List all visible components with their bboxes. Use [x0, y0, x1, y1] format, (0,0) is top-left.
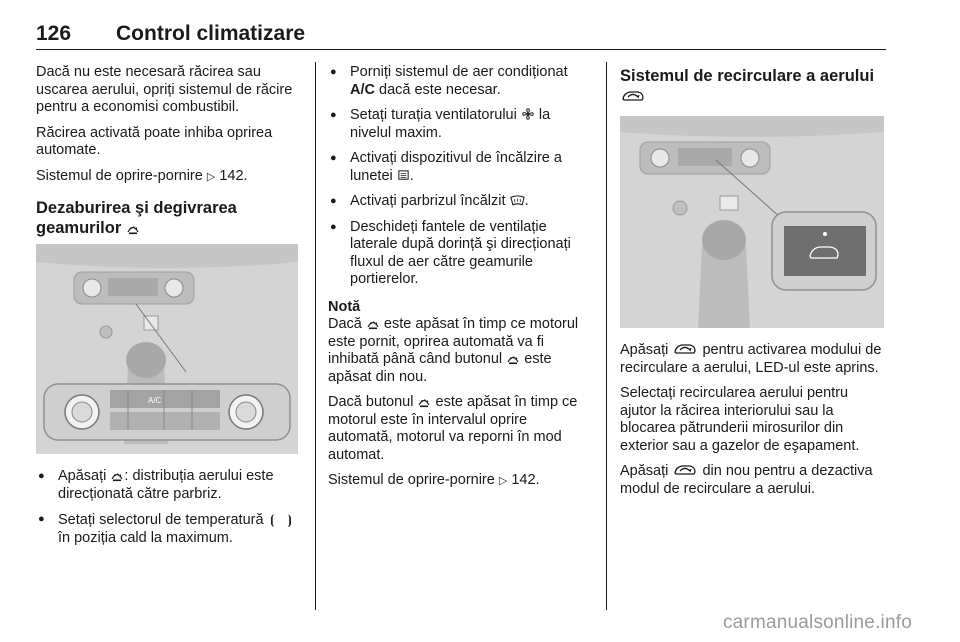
text: Setați selectorul de temperatură — [58, 512, 264, 528]
list-item — [328, 193, 594, 211]
list-item — [328, 64, 594, 99]
ac-label: A/C — [350, 81, 375, 98]
column-divider-1 — [315, 62, 316, 610]
text: în poziția cald la maximum. — [58, 529, 233, 546]
section-heading — [36, 198, 302, 238]
text: este apăsat din nou. — [328, 351, 552, 385]
recirculation-button-photo — [620, 116, 884, 328]
text: Setați turația ventilatorului — [350, 107, 517, 123]
text: dacă este necesar. — [379, 81, 501, 98]
text: Dacă — [328, 316, 362, 332]
heading-text: Sistemul de recirculare a aerului — [620, 67, 875, 85]
heading-text: Dezaburirea şi degivrarea geamurilor — [36, 199, 237, 237]
defrost-icon — [506, 351, 520, 365]
page-number: 126 — [36, 22, 72, 45]
note-paragraph — [328, 394, 594, 464]
text: Activați parbrizul încălzit — [350, 193, 506, 209]
defrost-icon — [417, 394, 431, 408]
chapter-title: Control climatizare — [116, 22, 306, 45]
paragraph: Răcirea activată poate inhiba oprirea automate. — [36, 124, 273, 158]
text: din nou pentru a dezactiva modul de recirculare a aerului. — [620, 463, 873, 497]
column-3 — [620, 64, 886, 506]
column-2 — [328, 64, 594, 499]
text: Apăsați — [620, 463, 669, 479]
defrost-icon — [110, 468, 124, 482]
paragraph — [36, 168, 302, 187]
console-illustration — [36, 244, 298, 454]
defrost-panel-photo — [36, 244, 298, 454]
fan-icon — [521, 107, 535, 121]
air-recirculation-icon — [672, 463, 698, 477]
text: este apăsat în timp ce motorul este pornit, oprirea automată va fi inhibată până când butonul — [328, 316, 579, 367]
paragraph — [328, 472, 594, 491]
header-rule — [36, 49, 886, 50]
watermark[interactable]: carmanualsonline.info — [722, 612, 912, 633]
text: este apăsat în timp ce motorul este în intervalul oprire automată, motorul va reporni în mod automat. — [328, 394, 578, 463]
note-paragraph — [328, 316, 594, 386]
defrost-icon — [126, 221, 140, 235]
note-title: Notă — [328, 298, 361, 315]
text: Porniți sistemul de aer condiționat — [350, 64, 568, 80]
text: Apăsați — [58, 468, 107, 484]
ac-button-label: A/C — [148, 396, 162, 405]
reference-arrow-icon: ▷ — [498, 475, 508, 487]
text: Activați dispozitivul de încălzire a lunetei — [350, 150, 562, 184]
text: . — [409, 167, 414, 184]
text: la nivelul maxim. — [350, 107, 551, 141]
page-reference[interactable]: 142. — [511, 472, 540, 488]
text: Sistemul de oprire-pornire — [328, 472, 495, 488]
console-illustration — [620, 116, 884, 328]
temperature-selector-icon: ⦗ ⦘ — [267, 512, 292, 527]
page-reference[interactable]: 142. — [219, 167, 248, 184]
section-heading — [620, 66, 886, 106]
heated-windscreen-icon — [510, 195, 525, 207]
list-item — [328, 107, 594, 142]
text: Dacă butonul — [328, 394, 414, 410]
column-1 — [36, 64, 302, 555]
page-header — [36, 22, 886, 50]
text: Sistemul de oprire-pornire — [36, 167, 203, 184]
text: pentru activarea modului de recirculare a aerului, LED-ul este aprins. — [620, 342, 882, 376]
rear-window-heating-icon — [397, 169, 410, 182]
text: Apăsați — [620, 342, 669, 358]
paragraph — [620, 463, 886, 498]
defrost-icon — [366, 316, 380, 330]
paragraph: Dacă nu este necesară răcirea sau uscarea aerului, opriți sistemul de răcire pentru a economisi combustibil. — [36, 64, 293, 115]
air-recirculation-icon — [672, 342, 698, 356]
column-divider-2 — [606, 62, 607, 610]
note-box — [328, 299, 594, 465]
text: . — [524, 193, 529, 209]
list-item: ● Deschideți fantele de ventilație laterale după dorință şi direcționați fluxul de aer către geamurile portierelor. — [328, 219, 594, 289]
text: : distribuția aerului este direcționată către parbriz. — [58, 468, 274, 502]
paragraph: Selectați recircularea aerului pentru ajutor la răcirea interiorului sau la blocarea pătrunderii mirosurilor din exterior sau a gazelor de eşapament. — [620, 385, 860, 454]
list-item — [328, 150, 594, 185]
list-item — [36, 511, 302, 547]
list-item — [36, 468, 302, 503]
paragraph — [620, 342, 886, 377]
reference-arrow-icon: ▷ — [206, 170, 216, 183]
air-recirculation-icon — [620, 89, 646, 103]
